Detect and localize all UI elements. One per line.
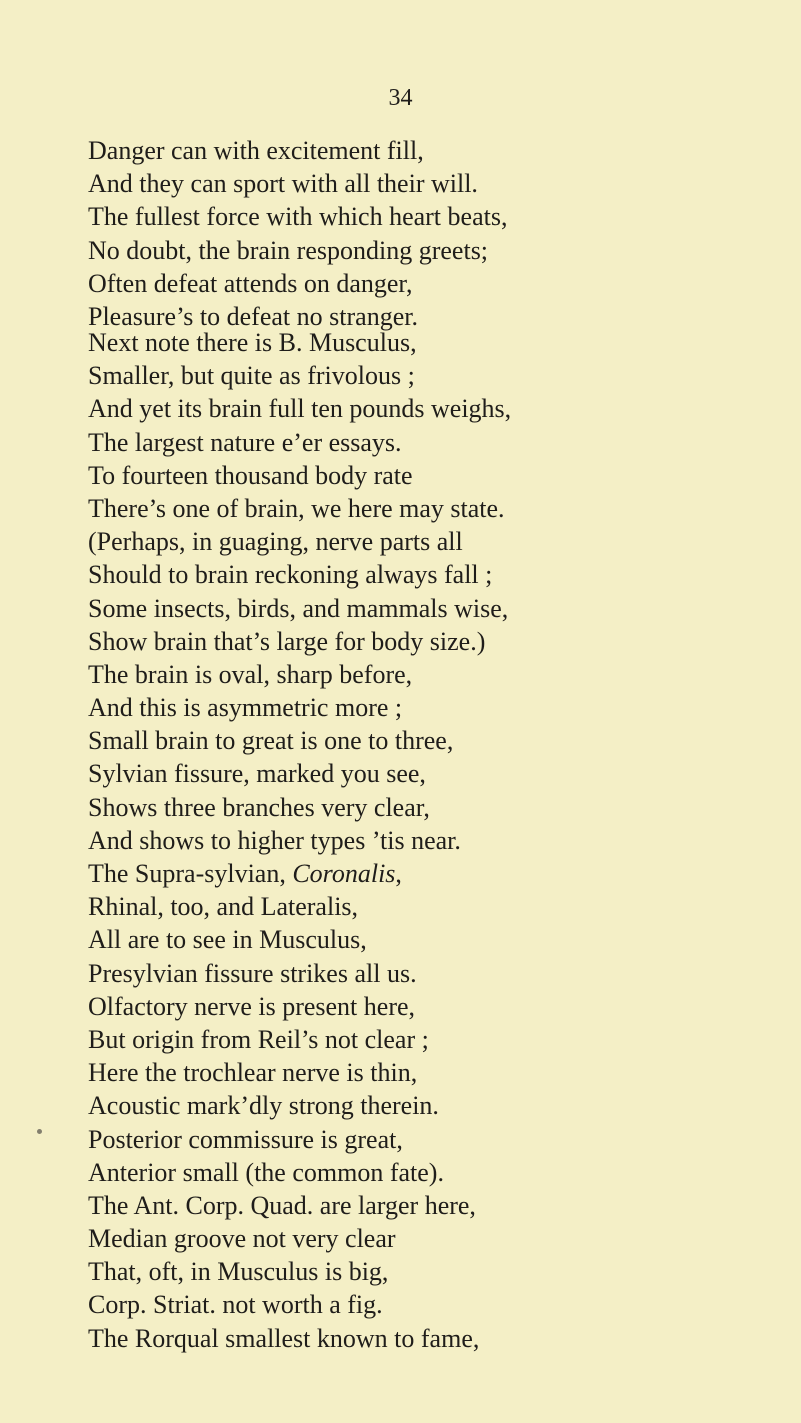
poem-line: That, oft, in Musculus is big, bbox=[88, 1257, 389, 1287]
poem-line-prefix: The Supra-sylvian, bbox=[88, 859, 293, 888]
poem-line: Often defeat attends on danger, bbox=[88, 268, 413, 298]
poem-line: All are to see in Musculus, bbox=[88, 925, 367, 955]
stanza-2 bbox=[88, 326, 778, 1355]
poem-line: Presylvian fissure strikes all us. bbox=[88, 958, 417, 988]
poem-line: Here the trochlear nerve is thin, bbox=[88, 1058, 418, 1088]
poem-line: Acoustic mark’dly strong therein. bbox=[88, 1091, 439, 1121]
poem-line: Pleasure’s to defeat no stranger. bbox=[88, 301, 418, 331]
poem-line: The Rorqual smallest known to fame, bbox=[88, 1323, 480, 1353]
poem-line-suffix: , bbox=[395, 859, 402, 888]
margin-dot bbox=[37, 1129, 42, 1134]
poem-line: Anterior small (the common fate). bbox=[88, 1157, 444, 1187]
poem-line: And this is asymmetric more ; bbox=[88, 693, 403, 723]
poem-line: Shows three branches very clear, bbox=[88, 792, 430, 822]
poem-line: To fourteen thousand body rate bbox=[88, 460, 413, 490]
poem-line: Should to brain reckoning always fall ; bbox=[88, 560, 493, 590]
poem-line: Danger can with excitement fill, bbox=[88, 136, 424, 165]
poem-line: There’s one of brain, we here may state. bbox=[88, 493, 505, 523]
poem-line: Next note there is B. Musculus, bbox=[88, 328, 417, 357]
page-number: 34 bbox=[388, 85, 413, 111]
poem-line: The fullest force with which heart beats, bbox=[88, 202, 508, 232]
poem-line: And they can sport with all their will. bbox=[88, 169, 478, 199]
poem-line: And yet its brain full ten pounds weighs, bbox=[88, 394, 512, 424]
italic-term: Coronalis bbox=[292, 859, 396, 888]
poem-line: Sylvian fissure, marked you see, bbox=[88, 759, 426, 789]
poem-line: Small brain to great is one to three, bbox=[88, 726, 454, 756]
poem-line: Median groove not very clear bbox=[88, 1224, 396, 1254]
poem-line: The brain is oval, sharp before, bbox=[88, 659, 413, 689]
poem-line: Some insects, birds, and mammals wise, bbox=[88, 593, 509, 623]
poem-line-mixed-style bbox=[88, 857, 778, 890]
poem-line: The largest nature e’er essays. bbox=[88, 427, 402, 457]
poem-line: The Ant. Corp. Quad. are larger here, bbox=[88, 1190, 476, 1220]
poem-line: But origin from Reil’s not clear ; bbox=[88, 1024, 429, 1054]
poem-line: Rhinal, too, and Lateralis, bbox=[88, 892, 359, 922]
poem-line: And shows to higher types ’tis near. bbox=[88, 825, 461, 855]
poem-line: Corp. Striat. not worth a fig. bbox=[88, 1290, 383, 1320]
stanza-1 bbox=[88, 134, 778, 333]
poem-line: Posterior commissure is great, bbox=[88, 1124, 403, 1154]
poem-line: No doubt, the brain responding greets; bbox=[88, 235, 489, 265]
poem-line: Show brain that’s large for body size.) bbox=[88, 626, 486, 656]
poem-line: Smaller, but quite as frivolous ; bbox=[88, 361, 415, 391]
poem-line: Olfactory nerve is present here, bbox=[88, 991, 416, 1021]
poem-line: (Perhaps, in guaging, nerve parts all bbox=[88, 527, 463, 557]
